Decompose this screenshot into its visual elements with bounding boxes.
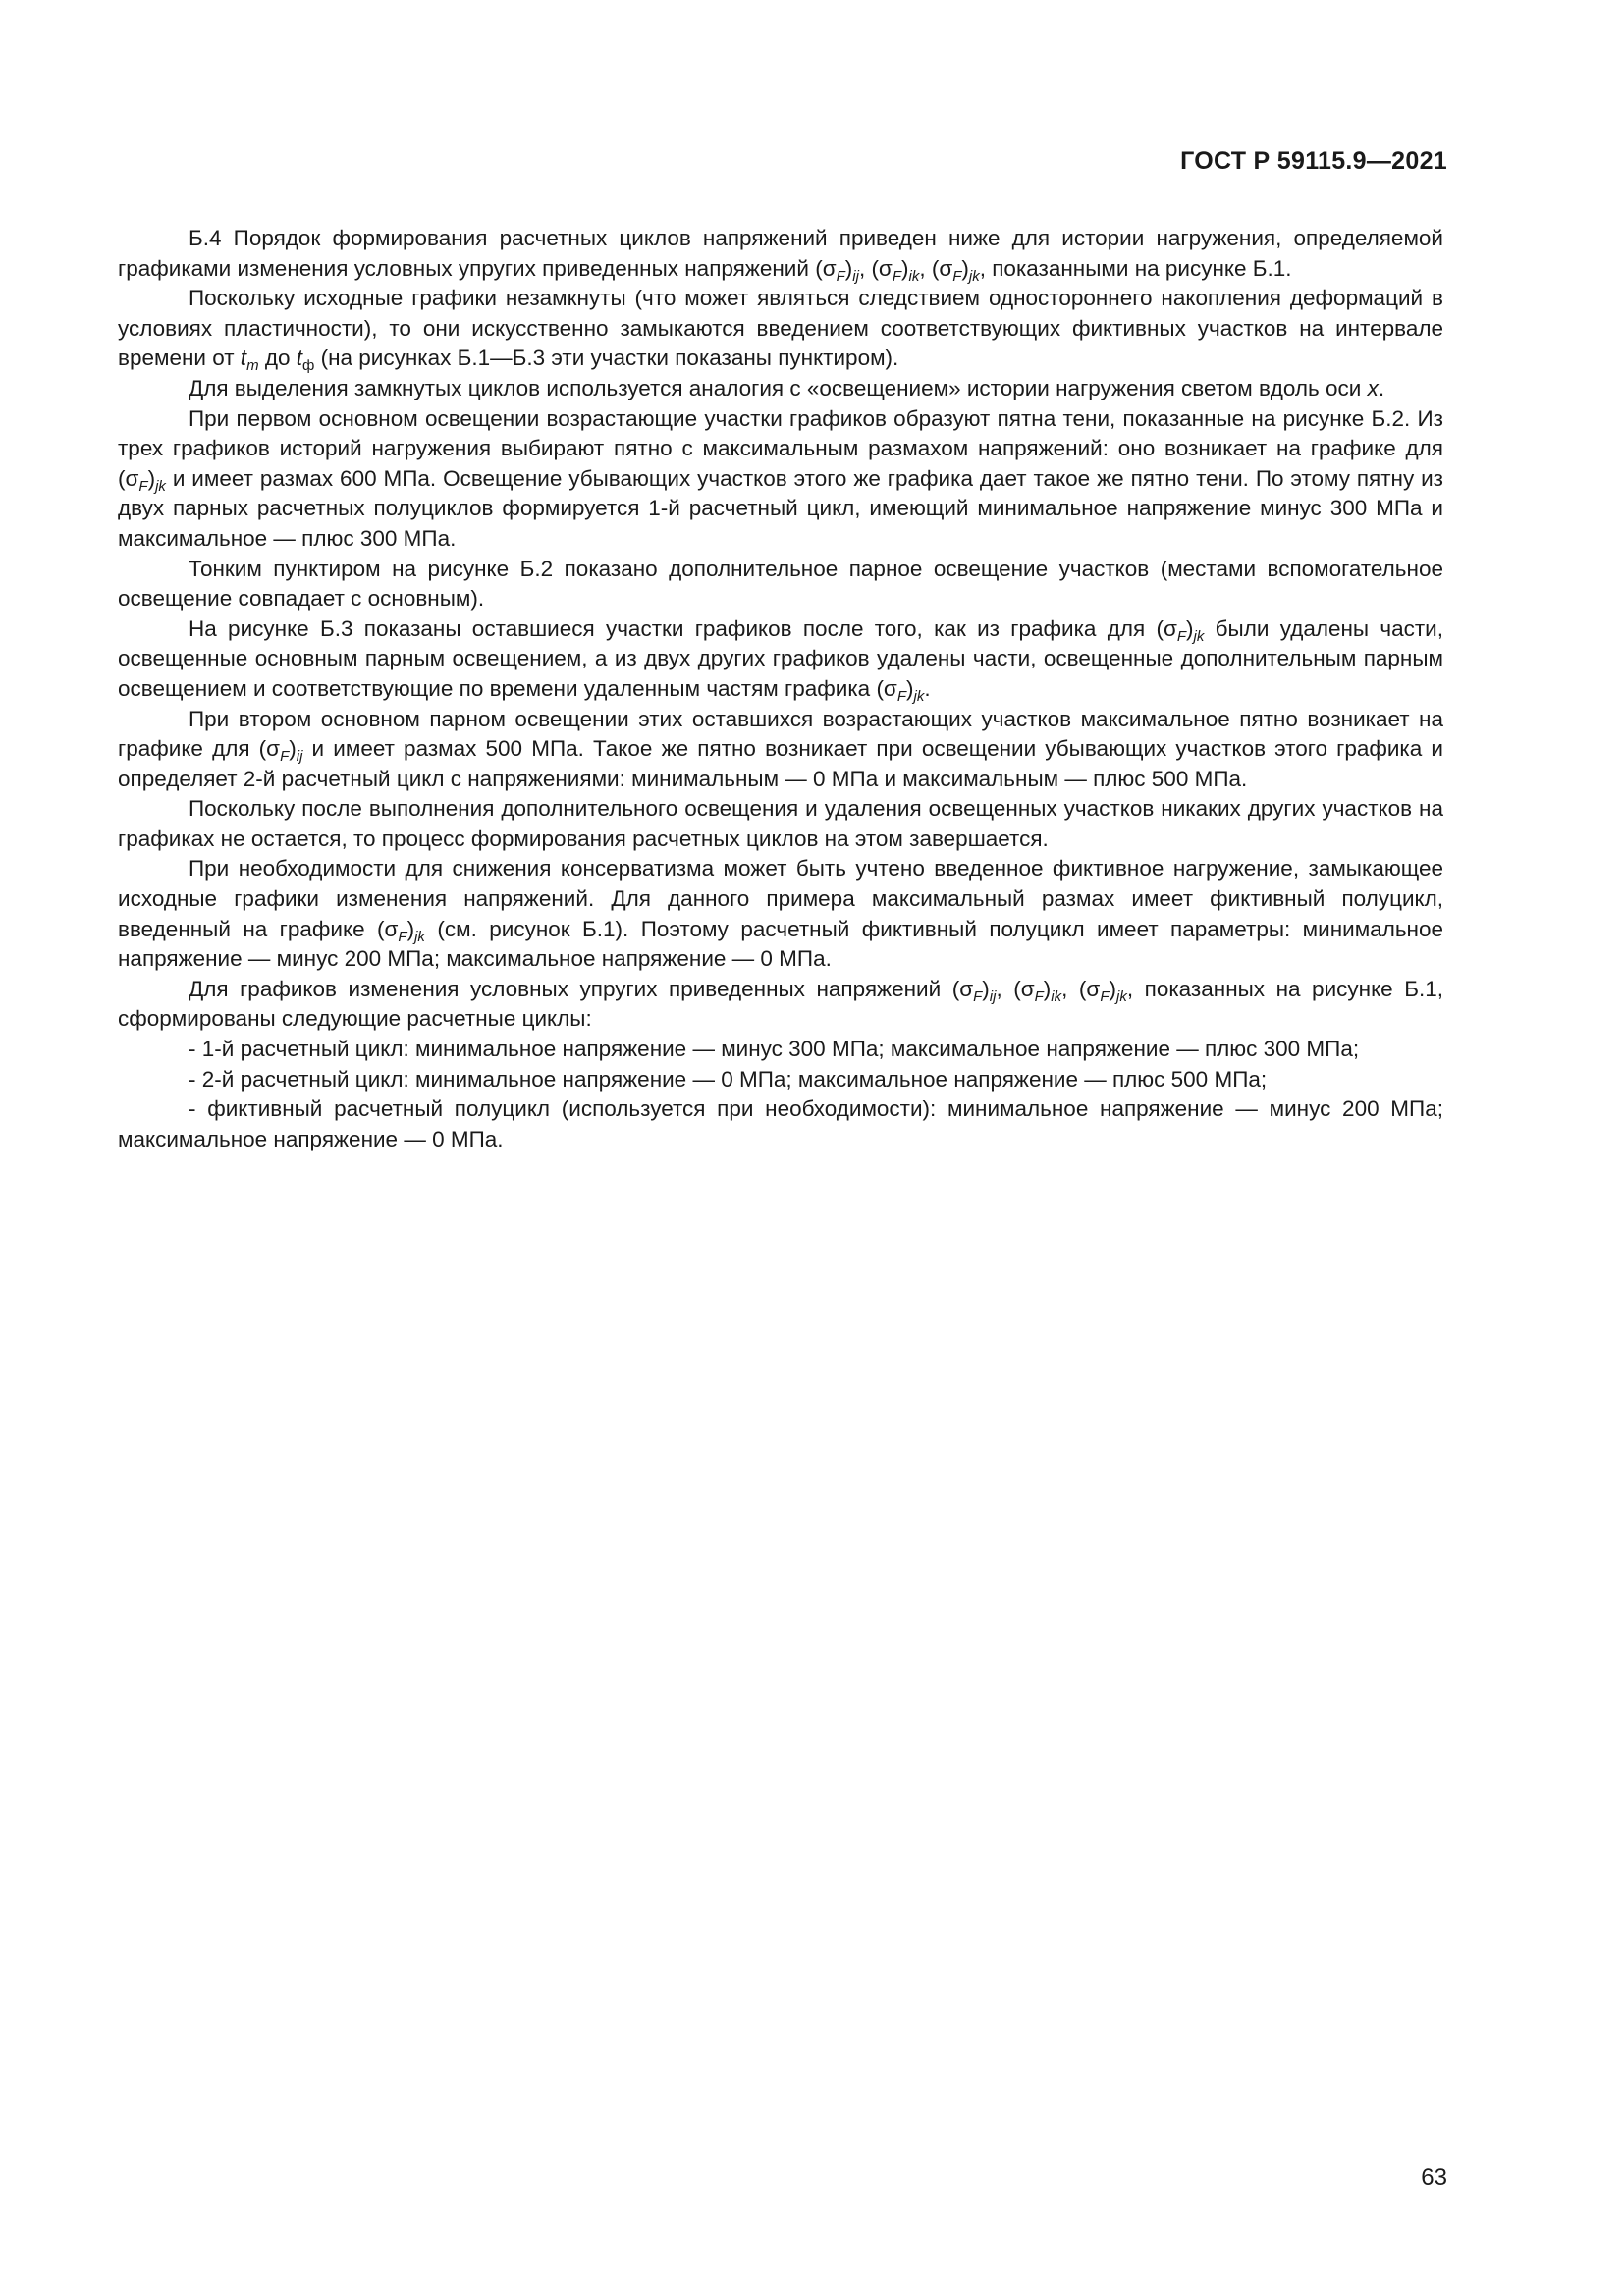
document-body <box>118 224 1443 1154</box>
subscript <box>973 988 982 1005</box>
text-run: - 1-й расчетный цикл: минимальное напряжение — минус 300 МПа; максимальное напряжение — плюс 300 МПа; <box>189 1037 1360 1062</box>
italic-symbol: x <box>1367 375 1379 400</box>
text-run: ) <box>147 465 156 491</box>
text-run: ) <box>961 255 969 281</box>
subscript-text: F <box>1100 988 1110 1005</box>
text-run: - фиктивный расчетный полуцикл (используется при необходимости): минимальное напряжение — минус 200 МПа; максимальное напряжение — 0 МПа. <box>118 1096 1443 1151</box>
text-run: . <box>1378 375 1385 400</box>
subscript: ф <box>301 357 315 375</box>
paragraph <box>118 1065 1443 1095</box>
page-number: 63 <box>1421 2164 1447 2191</box>
text-run: (см. рисунок Б.1). Поэтому расчетный фиктивный полуцикл имеет параметры: минимальное напряжение — минус 200 МПа; максимальное напряжение — 0 МПа. <box>118 916 1443 972</box>
subscript-text: ij <box>296 748 303 766</box>
subscript <box>852 268 859 285</box>
subscript-text: jk <box>414 928 425 945</box>
paragraph <box>118 1035 1443 1065</box>
paragraph <box>118 705 1443 795</box>
text-run: При втором основном парном освещении этих оставшихся возрастающих участков максимальное пятно возникает на графике для (σ <box>118 706 1443 762</box>
subscript <box>1035 988 1044 1005</box>
text-run: ) <box>289 736 297 762</box>
text-run: ) <box>1043 976 1052 1001</box>
subscript <box>398 929 406 945</box>
subscript <box>897 688 906 705</box>
subscript-text: F <box>138 477 148 495</box>
paragraph <box>118 614 1443 705</box>
paragraph <box>118 975 1443 1035</box>
paragraph <box>118 794 1443 854</box>
subscript <box>909 268 920 285</box>
subscript-text: ik <box>908 267 920 285</box>
subscript <box>1177 628 1186 645</box>
text-run: ) <box>901 255 909 281</box>
text-run: Поскольку исходные графики незамкнуты (что может являться следствием одностороннего накопления деформаций в условиях пластичности), то они искусственно замыкаются введением соответствующих фиктивных участков на интервале времени от <box>118 286 1443 371</box>
subscript-text: ik <box>1051 988 1062 1005</box>
text-run: Для графиков изменения условных упругих приведенных напряжений (σ <box>189 976 974 1001</box>
paragraph <box>118 224 1443 284</box>
text-run: были удалены части, освещенные основным парным освещением, а из двух других графиков удалены части, освещенные дополнительным парным освещением и соответствующие по времени удаленным частям графика (σ <box>118 615 1443 701</box>
subscript-text: F <box>896 687 906 705</box>
subscript <box>1100 988 1109 1005</box>
text-run: (на рисунках Б.1—Б.3 эти участки показаны пунктиром). <box>314 346 899 371</box>
text-run: ) <box>844 255 853 281</box>
subscript <box>246 357 259 374</box>
subscript-text: F <box>398 928 407 945</box>
paragraph <box>118 555 1443 614</box>
text-run: - 2-й расчетный цикл: минимальное напряжение — 0 МПа; максимальное напряжение — плюс 500 МПа; <box>189 1066 1268 1092</box>
text-run: ) <box>982 976 990 1001</box>
text-run: Поскольку после выполнения дополнительного освещения и удаления освещенных участков никаких других участков на графиках не остается, то процесс формирования расчетных циклов на этом завершается. <box>118 796 1443 851</box>
subscript <box>138 478 147 495</box>
text-run: Тонким пунктиром на рисунке Б.2 показано дополнительное парное освещение участков (местами вспомогательное освещение совпадает с основным). <box>118 556 1443 612</box>
text-run: Б.4 Порядок формирования расчетных циклов напряжений приведен ниже для истории нагружения, определяемой графиками изменения условных упругих приведенных напряжений (σ <box>118 226 1443 281</box>
paragraph <box>118 284 1443 374</box>
subscript <box>1116 988 1127 1005</box>
subscript-text: ij <box>989 988 997 1005</box>
text-run: , (σ <box>919 255 953 281</box>
italic-symbol: t <box>240 346 247 371</box>
text-run: и имеет размах 600 МПа. Освещение убывающих участков этого же графика дает такое же пятно тени. По этому пятну из двух парных расчетных полуциклов формируется 1-й расчетный цикл, имеющий минимальное напряжение минус 300 МПа и максимальное — плюс 300 МПа. <box>118 465 1443 551</box>
text-run: ) <box>906 675 914 701</box>
subscript <box>893 268 901 285</box>
subscript-text: F <box>836 267 845 285</box>
subscript-text: F <box>1176 627 1187 645</box>
paragraph <box>118 1095 1443 1154</box>
subscript <box>914 688 925 705</box>
subscript-text: F <box>1034 988 1044 1005</box>
text-run: , (σ <box>858 255 893 281</box>
subscript-text: F <box>973 988 983 1005</box>
text-run: , (σ <box>1061 976 1101 1001</box>
text-run: ) <box>406 916 415 941</box>
subscript <box>837 268 845 285</box>
paragraph <box>118 374 1443 404</box>
text-run: При необходимости для снижения консерватизма может быть учтено введенное фиктивное нагружение, замыкающее исходные графики изменения напряжений. Для данного примера максимальный размах имеет фиктивный полуцикл, введенный на графике (σ <box>118 856 1443 941</box>
text-run: , показанными на рисунке Б.1. <box>979 255 1292 281</box>
subscript-text: jk <box>155 477 166 495</box>
text-run: и имеет размах 500 МПа. Такое же пятно возникает при освещении убывающих участков этого графика и определяет 2-й расчетный цикл с напряжениями: минимальным — 0 МПа и максимальным — плюс 500 МПа. <box>118 736 1444 791</box>
text-run: На рисунке Б.3 показаны оставшиеся участки графиков после того, как из графика для (σ <box>189 615 1177 641</box>
subscript-text: F <box>892 267 901 285</box>
text-run: При первом основном освещении возрастающие участки графиков образуют пятна тени, показанные на рисунке Б.2. Из трех графиков историй нагружения выбирают пятно с максимальным размахом напряжений: оно возникает на графике для (σ <box>118 405 1443 491</box>
paragraph <box>118 404 1443 555</box>
subscript-text: jk <box>913 687 925 705</box>
subscript <box>969 268 980 285</box>
text-run: . <box>924 675 931 701</box>
document-code: ГОСТ Р 59115.9—2021 <box>1180 147 1447 175</box>
subscript-text: m <box>246 357 259 375</box>
subscript-text: jk <box>968 267 980 285</box>
text-run: до <box>258 346 297 371</box>
text-run: , показанных на рисунке Б.1, сформированы следующие расчетные циклы: <box>118 976 1443 1032</box>
subscript-text: F <box>280 748 290 766</box>
italic-symbol: t <box>296 346 302 371</box>
paragraph <box>118 854 1443 974</box>
subscript <box>1194 628 1205 645</box>
subscript <box>414 929 425 945</box>
text-run: ) <box>1109 976 1116 1001</box>
text-run: ) <box>1186 615 1194 641</box>
subscript-text: F <box>952 267 962 285</box>
text-run: Для выделения замкнутых циклов используется аналогия с «освещением» истории нагружения светом вдоль оси <box>189 375 1368 400</box>
subscript <box>155 478 166 495</box>
subscript-text: ij <box>852 267 859 285</box>
subscript <box>1051 988 1061 1005</box>
subscript <box>280 748 289 765</box>
subscript-text: jk <box>1116 988 1127 1005</box>
subscript-text: jk <box>1193 627 1205 645</box>
text-run: , (σ <box>996 976 1035 1001</box>
